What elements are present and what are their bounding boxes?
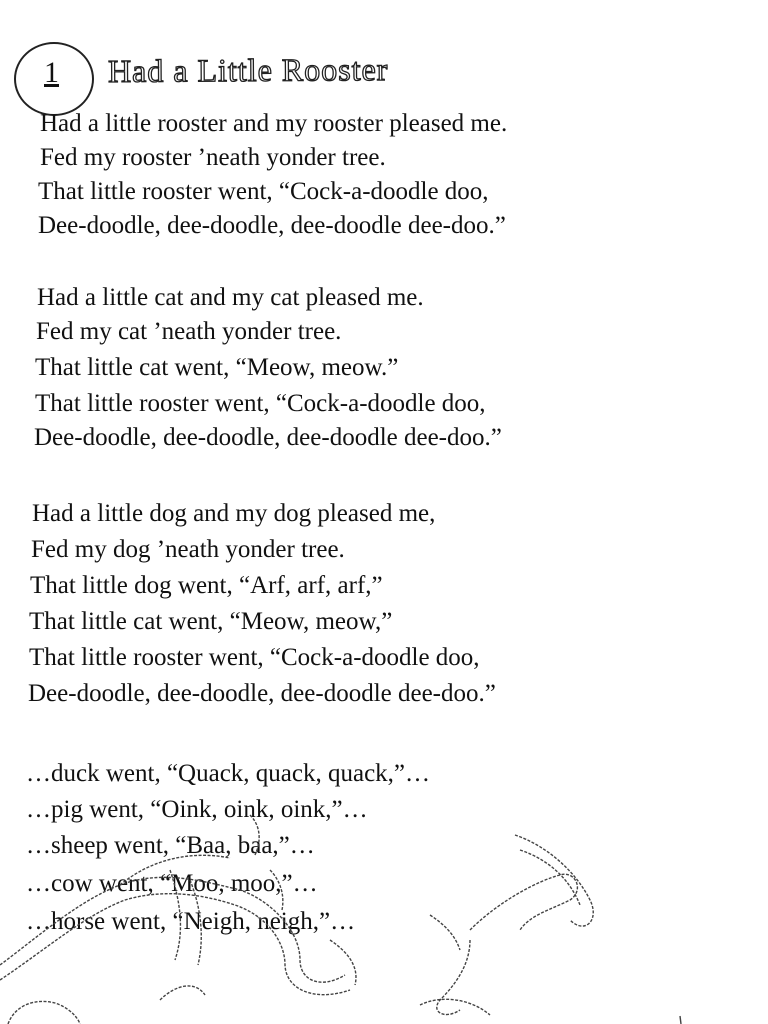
verse-line: Fed my rooster ’neath yonder tree. (40, 144, 386, 171)
verse-line: That little rooster went, “Cock-a-doodle doo, (38, 178, 489, 205)
verse-line: …cow went, “Moo, moo,”… (26, 870, 318, 897)
verse-line: Had a little rooster and my rooster pleased me. (40, 110, 508, 137)
verse-line: Fed my cat ’neath yonder tree. (36, 318, 342, 345)
page-number: 1 (44, 56, 59, 89)
verse-line: That little rooster went, “Cock-a-doodle doo, (29, 644, 480, 671)
verse-line: Fed my dog ’neath yonder tree. (31, 536, 345, 563)
verse-line: Dee-doodle, dee-doodle, dee-doodle dee-doo.” (38, 212, 506, 239)
verse-line: That little cat went, “Meow, meow.” (35, 354, 399, 381)
verse-line: …sheep went, “Baa, baa,”… (26, 832, 315, 859)
verse-line: That little cat went, “Meow, meow,” (29, 608, 393, 635)
verse-line: Dee-doodle, dee-doodle, dee-doodle dee-doo.” (34, 424, 502, 451)
verse-line: …duck went, “Quack, quack, quack,”… (26, 760, 431, 787)
verse-line: Dee-doodle, dee-doodle, dee-doodle dee-doo.” (28, 680, 496, 707)
verse-line: Had a little cat and my cat pleased me. (37, 284, 424, 311)
verse-line: …horse went, “Neigh, neigh,”… (26, 908, 356, 935)
verse-line: …pig went, “Oink, oink, oink,”… (26, 796, 368, 823)
verse-line: Had a little dog and my dog pleased me, (32, 500, 436, 527)
verse-line: That little dog went, “Arf, arf, arf,” (30, 572, 383, 599)
page-title: Had a Little Rooster (107, 51, 389, 89)
verse-line: That little rooster went, “Cock-a-doodle doo, (35, 390, 486, 417)
